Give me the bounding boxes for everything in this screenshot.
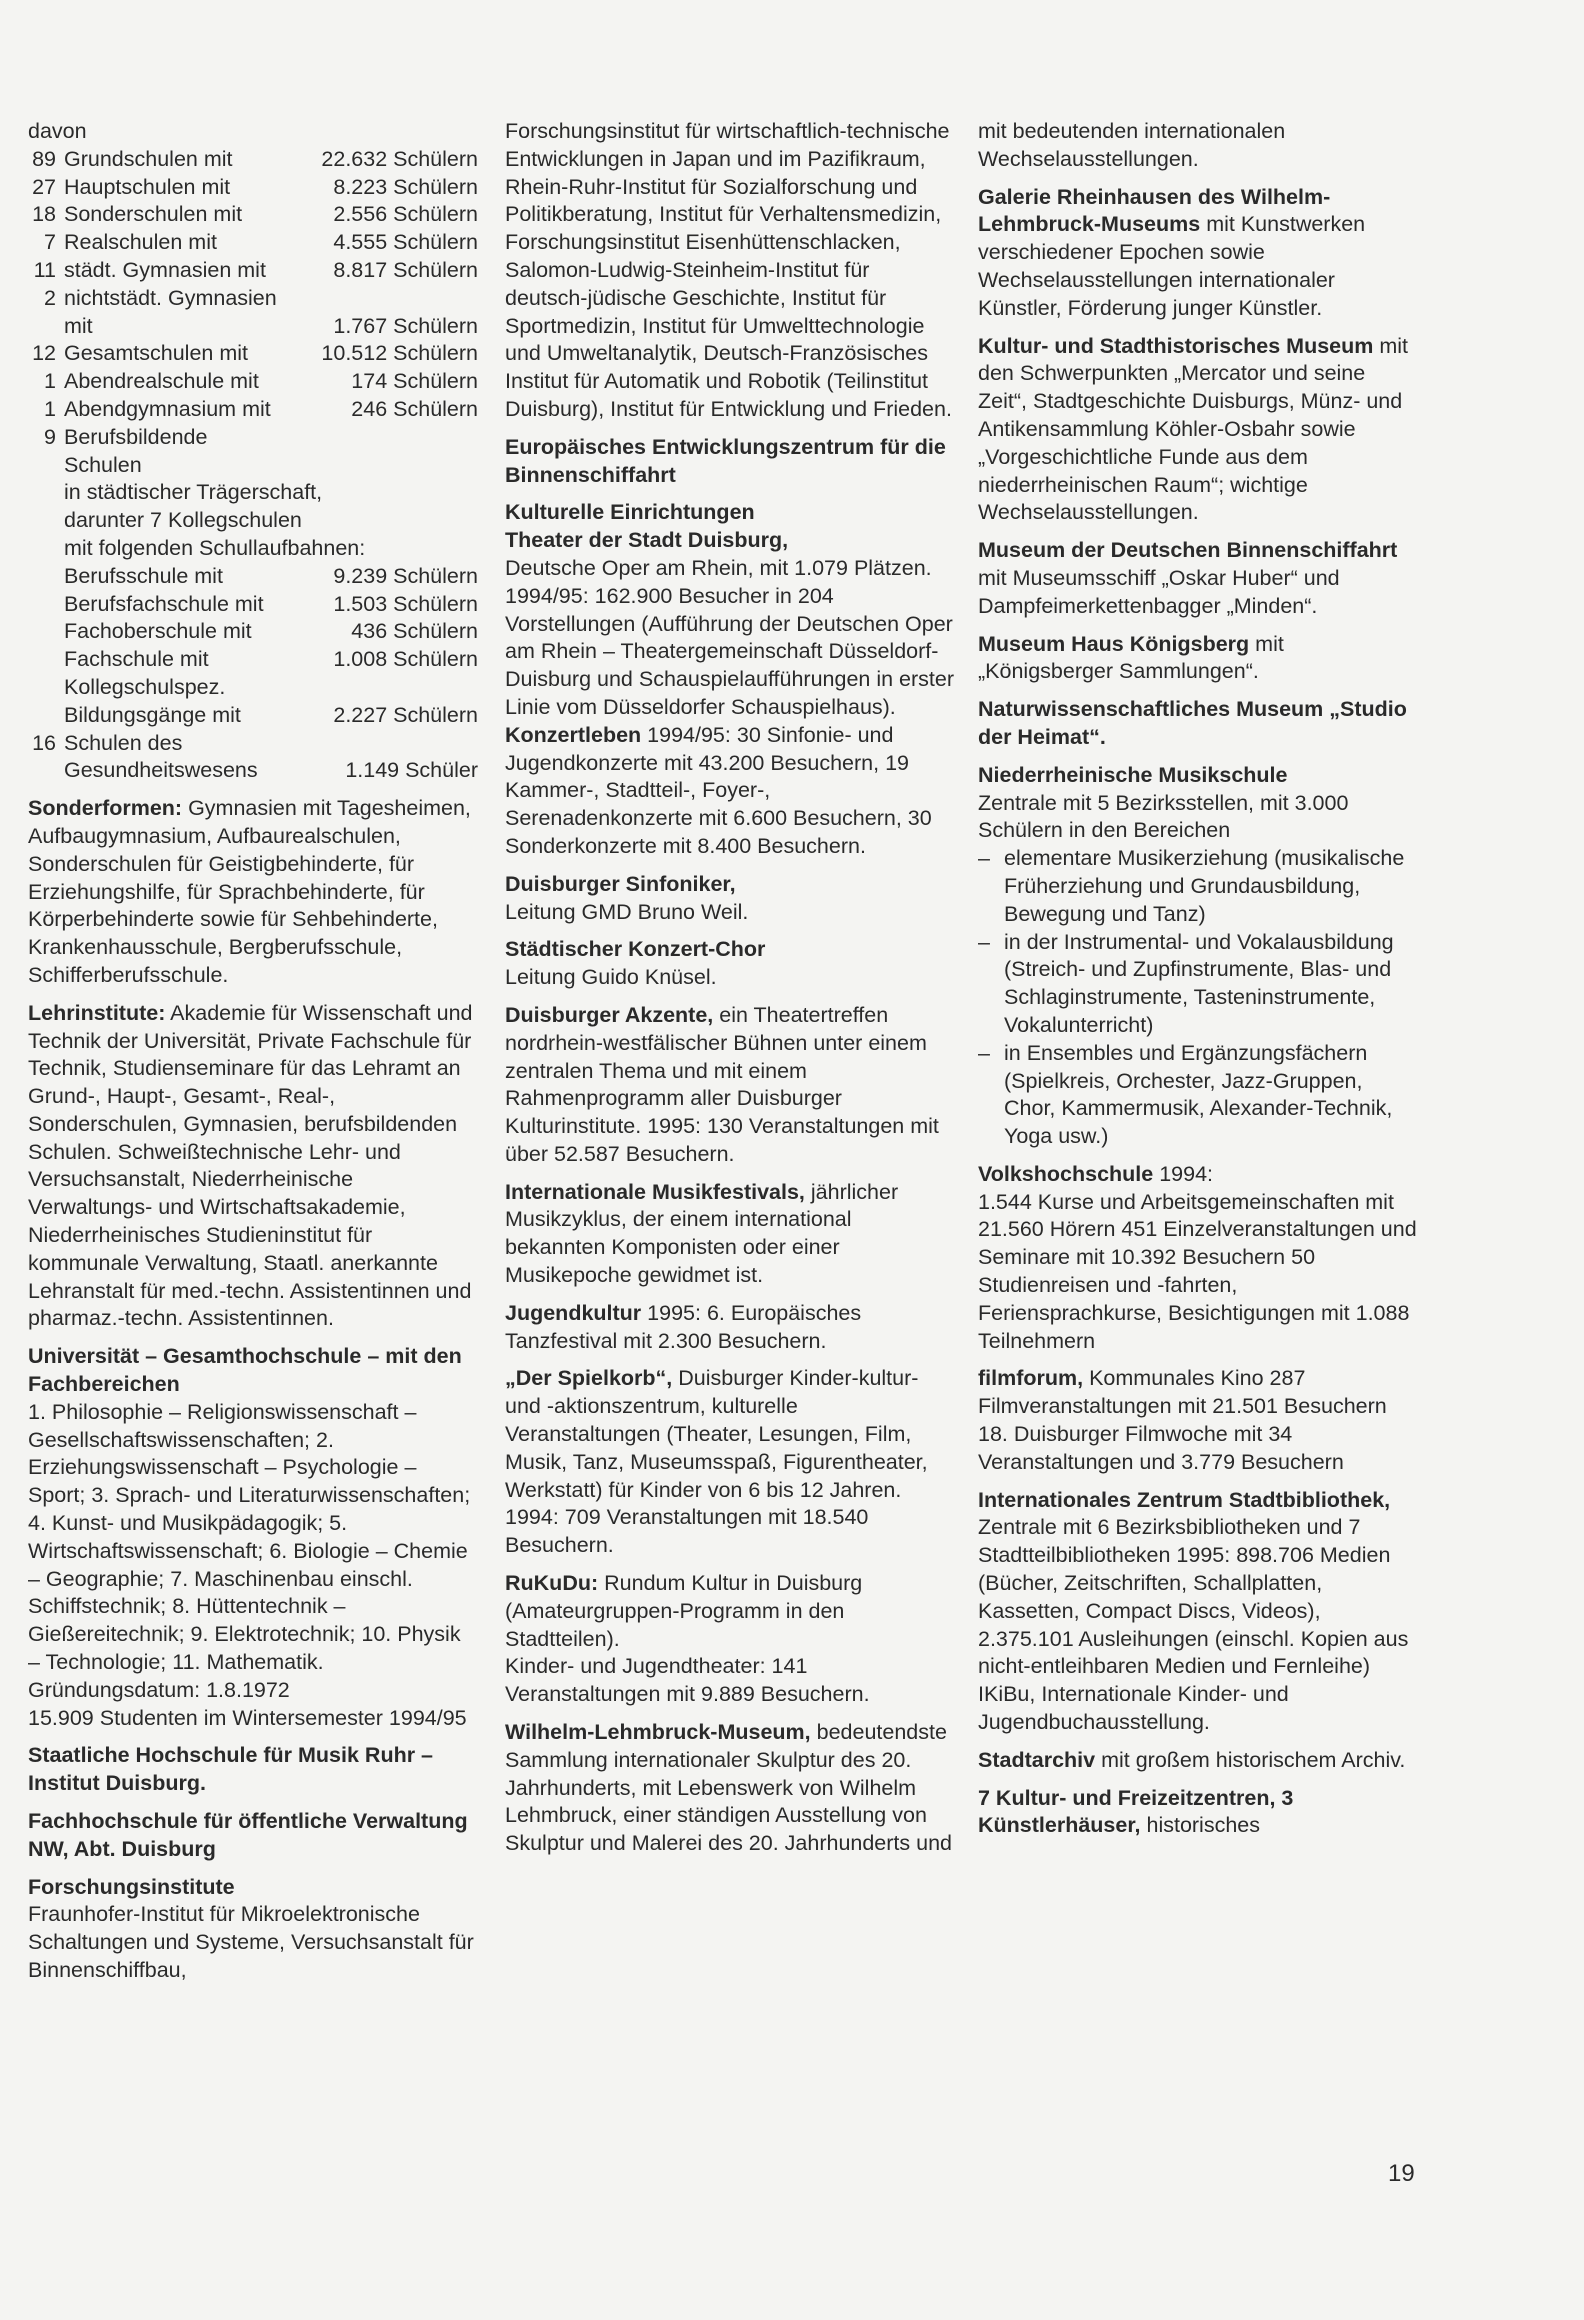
list-item: – in der Instrumental- und Vokalausbildung (Streich- und Zupfinstrumente, Blas- und Schlaginstrumente, Tasteninstrumente, Vokalunterricht): [978, 929, 1394, 1037]
university-students: 15.909 Studenten im Wintersemester 1994/95: [28, 1705, 467, 1730]
rukudu-stats: Kinder- und Jugendtheater: 141 Veranstaltungen mit 9.889 Besuchern.: [505, 1654, 870, 1707]
school-row: mit 1.767 Schülern: [64, 313, 478, 338]
school-row: 1 Abendgymnasium mit 246 Schülern: [44, 396, 478, 421]
euro-center-heading: Europäisches Entwicklungszentrum für die Binnenschiffahrt: [505, 434, 946, 487]
spielkorb-paragraph: „Der Spielkorb“, Duisburger Kinder-kultur- und -aktionszentrum, kulturelle Veranstaltungen (Theater, Lesungen, Film, Musik, Tanz, Museumsspaß, Figurentheater, Werkstatt) für Kinder von 6 bis 12 Jahren.: [505, 1366, 928, 1502]
page-number: 19: [1388, 2160, 1415, 2187]
theater-text: Deutsche Oper am Rhein, mit 1.079 Plätzen.: [505, 555, 932, 580]
culture-centers-paragraph: 7 Kultur- und Freizeitzentren, 3 Künstlerhäuser, historisches: [978, 1785, 1294, 1838]
school-row: 7 Realschulen mit 4.555 Schülern: [44, 230, 478, 255]
akzente-paragraph: Duisburger Akzente, ein Theatertreffen nordrhein-westfälischer Bühnen unter einem zentralen Thema und mit einem Rahmenprogramm aller Duisburger Kulturinstitute. 1995: 130 Veranstaltungen mit über 52.587 Besuchern.: [505, 1002, 939, 1166]
list-item: – elementare Musikerziehung (musikalische Früherziehung und Grundausbildung, Bewegung und Tanz): [978, 846, 1405, 926]
theater-stats: 1994/95: 162.900 Besucher in 204 Vorstellungen (Aufführung der Deutschen Oper am Rhein – Theatergemeinschaft Düsseldorf-Duisburg und Schauspielaufführungen in erster Linie vom Düsseldorfer Schauspielhaus).: [505, 583, 955, 719]
cultural-institutions-heading: Kulturelle Einrichtungen: [505, 500, 755, 525]
music-school-text: Zentrale mit 5 Bezirksstellen, mit 3.000 Schülern in den Bereichen: [978, 790, 1349, 843]
vocational-row: Bildungsgänge mit 2.227 Schülern: [64, 702, 478, 727]
column-2: [505, 118, 955, 1858]
vocational-row: Kollegschulspez.: [64, 674, 226, 699]
city-museum-paragraph: Kultur- und Stadthistorisches Museum mit den Schwerpunkten „Mercator und seine Zeit“, Stadtgeschichte Duisburgs, Münz- und Antikensammlung Köhler-Osbahr sowie „Vorgeschichtliche Funde aus dem niederrheinischen Raum“; wichtige Wechselausstellungen.: [978, 333, 1409, 525]
research-institutes-heading: Forschungsinstitute: [28, 1874, 235, 1899]
column-3: [978, 118, 1418, 1840]
school-row: 11 städt. Gymnasien mit 8.817 Schülern: [33, 257, 478, 282]
inland-shipping-museum-heading: Museum der Deutschen Binnenschiffahrt: [978, 538, 1398, 563]
health-schools-row: 16 Schulen des: [32, 730, 183, 755]
inland-shipping-museum-text: mit Museumsschiff „Oskar Huber“ und Dampfeimerkettenbagger „Minden“.: [978, 565, 1340, 618]
rukudu-paragraph: RuKuDu: Rundum Kultur in Duisburg (Amateurgruppen-Programm in den Stadtteilen).: [505, 1571, 863, 1651]
school-row: 18 Sonderschulen mit 2.556 Schülern: [32, 202, 478, 227]
concert-choir-text: Leitung Guido Knüsel.: [505, 965, 717, 990]
youth-culture-paragraph: Jugendkultur 1995: 6. Europäisches Tanzfestival mit 2.300 Besuchern.: [505, 1300, 862, 1353]
galerie-paragraph: Galerie Rheinhausen des Wilhelm-Lehmbruck-Museums mit Kunstwerken verschiedener Epochen sowie Wechselausstellungen internationaler Künstler, Förderung junger Künstler.: [978, 184, 1366, 320]
university-faculties: 1. Philosophie – Religionswissenschaft – Gesellschaftswissenschaften; 2. Erziehungswissenschaft – Psychologie – Sport; 3. Sprach- und Literaturwissenschaften; 4. Kunst- und Musikpädagogik; 5. Wirtschaftswissenschaft; 6. Biologie – Chemie – Geographie; 7. Maschinenbau einschl. Schiffstechnik; 8. Hüttentechnik – Gießereitechnik; 9. Elektrotechnik; 10. Physik – Technologie; 11. Mathematik.: [28, 1399, 471, 1675]
vocational-line: mit folgenden Schullaufbahnen:: [64, 535, 366, 560]
vocational-row: Fachschule mit 1.008 Schülern: [64, 647, 478, 672]
fachhochschule-heading: Fachhochschule für öffentliche Verwaltung NW, Abt. Duisburg: [28, 1809, 468, 1861]
school-row: 1 Abendrealschule mit 174 Schülern: [44, 369, 478, 394]
vocational-line: in städtischer Trägerschaft,: [64, 480, 323, 505]
vhs-text: 1.544 Kurse und Arbeitsgemeinschaften mit 21.560 Hörern 451 Einzelveranstaltungen und Seminare mit 10.392 Besuchern 50 Studienreisen und -fahrten, Feriensprachkurse, Besichtigungen mit 1.088 Teilnehmern: [978, 1189, 1417, 1353]
schools-intro: davon: [28, 119, 87, 143]
lehrinstitute-paragraph: Lehrinstitute: Akademie für Wissenschaft und Technik der Universität, Private Fachschule für Technik, Studienseminare für das Lehramt an Grund-, Haupt-, Gesamt-, Real-, Sonderschulen, Gymnasien, berufsbildenden Schulen. Schweißtechnische Lehr- und Versuchsanstalt, Niederrheinische Verwaltungs- und Wirtschaftsakademie, Niederrheinisches Studieninstitut für kommunale Verwaltung, Staatl. anerkannte Lehranstalt für med.-techn. Assistentinnen und pharmaz.-techn. Assistentinnen.: [28, 1000, 473, 1331]
filmforum-paragraph: filmforum, Kommunales Kino 287 Filmveranstaltungen mit 21.501 Besuchern 18. Duisburger Filmwoche mit 34 Veranstaltungen und 3.779 Besuchern: [978, 1366, 1387, 1474]
school-row: 12 Gesamtschulen mit 10.512 Schülern: [32, 341, 478, 366]
vocational-row: Fachoberschule mit 436 Schülern: [64, 619, 478, 644]
concert-choir-heading: Städtischer Konzert-Chor: [505, 937, 766, 962]
university-founding-date: Gründungsdatum: 1.8.1972: [28, 1677, 290, 1702]
school-row: 2 nichtstädt. Gymnasien: [44, 285, 277, 310]
lehmbruck-museum-continued: mit bedeutenden internationalen Wechselausstellungen.: [978, 119, 1286, 171]
music-school-heading: Niederrheinische Musikschule: [978, 762, 1288, 787]
school-row: 9 Berufsbildende Schulen: [44, 424, 208, 477]
sinfoniker-text: Leitung GMD Bruno Weil.: [505, 899, 749, 924]
concert-life-paragraph: Konzertleben 1994/95: 30 Sinfonie- und Jugendkonzerte mit 43.200 Besuchern, 19 Kammer-, Stadtteil-, Foyer-, Serenadenkonzerte mit 6.600 Besuchern, 30 Sonderkonzerte mit 8.400 Besuchern.: [505, 722, 932, 858]
vocational-line: darunter 7 Kollegschulen: [64, 508, 302, 533]
haus-koenigsberg-paragraph: Museum Haus Königsberg mit „Königsberger Sammlungen“.: [978, 631, 1284, 684]
library-paragraph: Internationales Zentrum Stadtbibliothek, Zentrale mit 6 Bezirksbibliotheken und 7 Stadtteilbibliotheken 1995: 898.706 Medien (Bücher, Zeitschriften, Schallplatten, Kassetten, Compact Discs, Videos), 2.375.101 Ausleihungen (einschl. Kopien aus nicht-entleihbaren Medien und Fernleihe) IKiBu, Internationale Kinder- und Jugendbuchausstellung.: [978, 1487, 1409, 1735]
spielkorb-stats: 1994: 709 Veranstaltungen mit 18.540 Besuchern.: [505, 1505, 869, 1558]
list-item: – in Ensembles und Ergänzungsfächern (Spielkreis, Orchester, Jazz-Gruppen, Chor, Kammermusik, Alexander-Technik, Yoga usw.): [978, 1040, 1393, 1149]
sonderformen-paragraph: Sonderformen: Gymnasien mit Tagesheimen, Aufbaugymnasium, Aufbaurealschulen, Sonderschulen für Geistigbehinderte, für Erziehungshilfe, für Sprachbehinderte, für Körperbehinderte sowie für Sehbehinderte, Krankenhausschule, Bergberufsschule, Schifferberufsschule.: [28, 796, 471, 987]
research-institutes-text: Fraunhofer-Institut für Mikroelektronische Schaltungen und Systeme, Versuchsanstalt für Binnenschiffbau,: [28, 1902, 474, 1982]
theater-heading: Theater der Stadt Duisburg,: [505, 528, 789, 553]
city-archive-paragraph: Stadtarchiv mit großem historischem Archiv.: [978, 1747, 1406, 1772]
sinfoniker-heading: Duisburger Sinfoniker,: [505, 871, 736, 896]
vhs-heading: Volkshochschule 1994:: [978, 1161, 1214, 1186]
column-1: [28, 118, 478, 1985]
school-stats-list: [28, 146, 478, 480]
research-institutes-continued: Forschungsinstitut für wirtschaftlich-technische Entwicklungen in Japan und im Pazifikraum, Rhein-Ruhr-Institut für Sozialforschung und Politikberatung, Institut für Verhaltensmedizin, Forschungsinstitut Eisenhüttenschlacken, Salomon-Ludwig-Steinheim-Institut für deutsch-jüdische Geschichte, Institut für Sportmedizin, Institut für Umwelttechnologie und Umweltanalytik, Deutsch-Französisches Institut für Automatik und Robotik (Teilinstitut Duisburg), Institut für Entwicklung und Frieden.: [505, 119, 952, 421]
lehmbruck-museum-paragraph: Wilhelm-Lehmbruck-Museum, bedeutendste Sammlung internationaler Skulptur des 20. Jahrhunderts, mit Lebenswerk von Wilhelm Lehmbruck, einer ständigen Ausstellung von Skulptur und Malerei des 20. Jahrhunderts und: [505, 1720, 952, 1856]
vocational-row: Berufsschule mit 9.239 Schülern: [64, 563, 478, 588]
music-festivals-paragraph: Internationale Musikfestivals, jährlicher Musikzyklus, der einem international bekannten Komponisten oder einer Musikepoche gewidmet ist.: [505, 1179, 899, 1288]
natural-science-museum-heading: Naturwissenschaftliches Museum „Studio der Heimat“.: [978, 697, 1407, 749]
university-heading: Universität – Gesamthochschule – mit den Fachbereichen: [28, 1344, 462, 1397]
school-row: 89 Grundschulen mit 22.632 Schülern: [32, 146, 478, 171]
school-row: 27 Hauptschulen mit 8.223 Schülern: [32, 174, 478, 199]
health-schools-row: Gesundheitswesens 1.149 Schüler: [64, 758, 478, 783]
music-college-heading: Staatliche Hochschule für Musik Ruhr – Institut Duisburg.: [28, 1743, 434, 1796]
vocational-row: Berufsfachschule mit 1.503 Schülern: [64, 591, 478, 616]
